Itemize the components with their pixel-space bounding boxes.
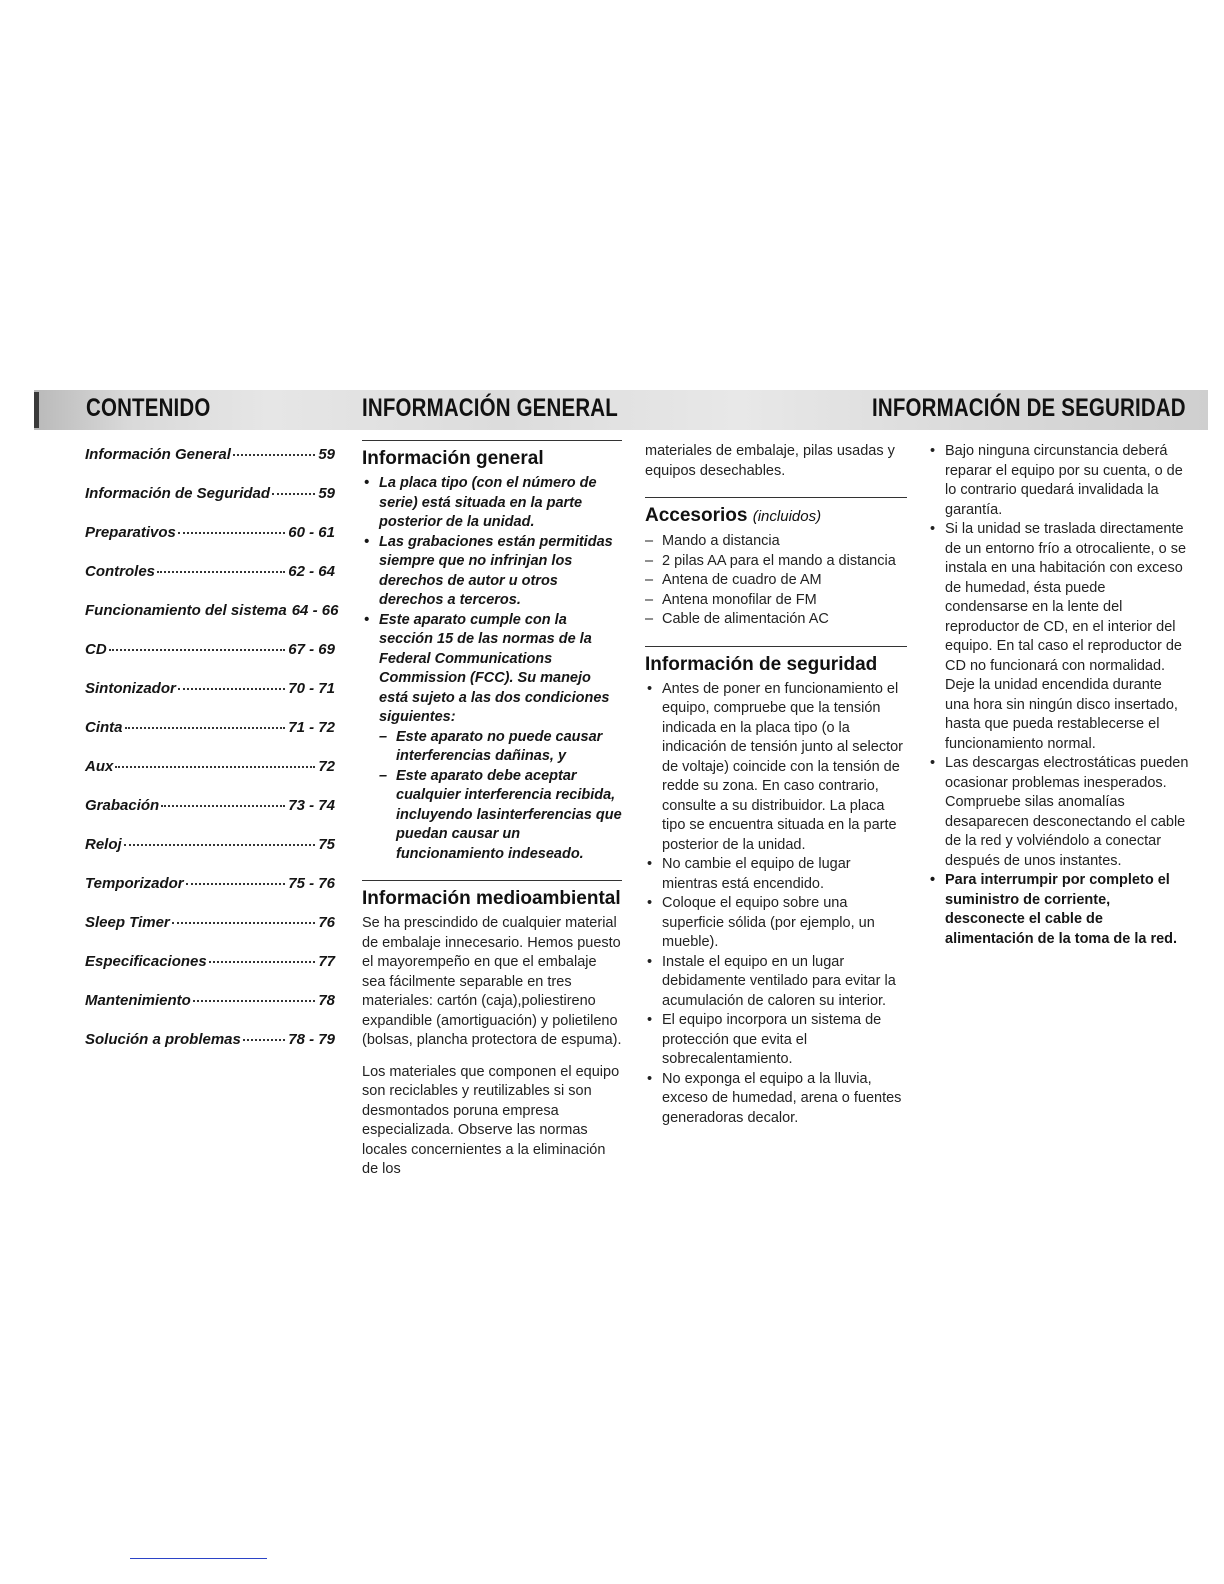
toc-page: 78 — [318, 992, 335, 1009]
toc-leader — [161, 805, 285, 807]
toc-row[interactable] — [85, 641, 335, 680]
section-rule — [362, 440, 622, 441]
seguridad-bullet: • Antes de poner en funcionamiento el equipo, compruebe que la tensión indicada en la placa tipo (o la indicación de tensión junto al selector de voltaje) coincide con la tensión de redde su zona. En caso contrario, consulte a su distribuidor. La placa tipo se encuentra situada en la parte posterior de la unidad. — [645, 680, 907, 856]
toc-leader — [243, 1039, 285, 1041]
toc-page: 75 - 76 — [288, 875, 335, 892]
medio-paragraph: Se ha prescindido de cualquier material de embalaje innecesario. Hemos puesto el mayorempeño en que el embalaje sea fácilmente separable en tres materiales: cartón (caja),poliestireno expandible (amortiguación) y polietileno (bolsas, plancha protectora de espuma). — [362, 915, 622, 1048]
section-title-medioambiental: Información medioambiental — [362, 888, 621, 909]
toc-page: 60 - 61 — [288, 524, 335, 541]
toc-page: 75 — [318, 836, 335, 853]
seguridad-list — [645, 680, 907, 1129]
seguridad-bullet: • Bajo ninguna circunstancia deberá reparar el equipo por su cuenta, o de lo contrario quedará invalidada la garantía. — [928, 442, 1190, 520]
toc-label: Funcionamiento del sistema — [85, 602, 287, 619]
toc-row[interactable] — [85, 719, 335, 758]
toc-row[interactable] — [85, 875, 335, 914]
header-informacion-general: INFORMACIÓN GENERAL — [362, 394, 618, 422]
general-bullet: • La placa tipo (con el número de serie) está situada en la parte posterior de la unidad. — [362, 474, 622, 533]
toc-label: Temporizador — [85, 875, 184, 892]
toc-page: 59 — [318, 446, 335, 463]
seguridad-warning: • Para interrumpir por completo el suministro de corriente, desconecte el cable de alimentación de la toma de la red. — [928, 871, 1190, 949]
toc-leader — [209, 961, 316, 963]
medio-paragraph: Los materiales que componen el equipo son reciclables y reutilizables si son desmontados poruna empresa especializada. Observe las normas locales concernientes a la eliminación de los — [362, 1063, 620, 1177]
toc-label: Reloj — [85, 836, 122, 853]
general-subitem: – Este aparato no puede causar interferencias dañinas, y — [379, 728, 622, 767]
accesorio-item: – Cable de alimentación AC — [645, 610, 907, 630]
accesorio-item: – Antena monofilar de FM — [645, 591, 907, 611]
toc-label: CD — [85, 641, 107, 658]
toc-leader — [272, 493, 315, 495]
column-seguridad-continued — [928, 442, 1190, 959]
toc-label: Mantenimiento — [85, 992, 191, 1009]
table-of-contents — [85, 446, 339, 1070]
accesorios-list — [645, 532, 907, 630]
footer-rule — [130, 1558, 267, 1559]
accesorios-title: Accesorios — [645, 505, 748, 526]
toc-label: Información de Seguridad — [85, 485, 271, 502]
section-title-general: Información general — [362, 448, 544, 469]
toc-page: 71 - 72 — [288, 719, 335, 736]
column-general — [362, 440, 622, 1192]
toc-row[interactable] — [85, 914, 335, 953]
toc-label: Controles — [85, 563, 156, 580]
section-rule — [362, 880, 622, 881]
toc-row[interactable] — [85, 680, 335, 719]
toc-leader — [193, 1000, 315, 1002]
general-bullet-text: Este aparato cumple con la sección 15 de las normas de la Federal Communications Commission (FCC). Su manejo está sujeto a las dos condiciones siguientes: — [379, 611, 610, 725]
accesorio-item: – Antena de cuadro de AM — [645, 571, 907, 591]
section-title-accesorios — [645, 504, 907, 528]
toc-label: Información General — [85, 446, 231, 463]
general-subitem: – Este aparato debe aceptar cualquier interferencia recibida, incluyendo lasinterferencias que puedan causar un funcionamiento indeseado. — [379, 767, 622, 865]
toc-label: Especificaciones — [85, 953, 207, 970]
toc-page: 76 — [318, 914, 335, 931]
toc-row[interactable] — [85, 485, 335, 524]
toc-page: 73 - 74 — [288, 797, 335, 814]
header-contenido: CONTENIDO — [86, 394, 211, 422]
toc-label: Aux — [85, 758, 114, 775]
accesorio-item: – 2 pilas AA para el mando a distancia — [645, 552, 907, 572]
toc-label: Sintonizador — [85, 680, 176, 697]
toc-leader — [178, 532, 285, 534]
seguridad-list-continued — [928, 442, 1190, 949]
header-band-edge — [34, 392, 39, 428]
seguridad-bullet: • Si la unidad se traslada directamente de un entorno frío a otrocaliente, o se instala en una habitación con exceso de humedad, ésta puede condensarse en la lente del reproductor de CD, en el interior del equipo. En tal caso el reproductor de CD no funcionará con normalidad. Deje la unidad encendida durante una hora sin ningún disco insertado, hasta que pueda restablecerse el funcionamiento normal. — [928, 520, 1190, 754]
seguridad-bullet: • No cambie el equipo de lugar mientras está encendido. — [645, 855, 907, 894]
toc-row[interactable] — [85, 836, 335, 875]
toc-leader — [124, 844, 316, 846]
header-informacion-seguridad: INFORMACIÓN DE SEGURIDAD — [872, 394, 1186, 422]
accesorio-item: – Mando a distancia — [645, 532, 907, 552]
toc-label: Preparativos — [85, 524, 176, 541]
accesorios-subtitle: (incluidos) — [752, 508, 822, 525]
general-bullet — [362, 611, 622, 865]
section-title-seguridad: Información de seguridad — [645, 653, 878, 675]
seguridad-bullet: • El equipo incorpora un sistema de protección que evita el sobrecalentamiento. — [645, 1011, 907, 1070]
toc-leader — [109, 649, 286, 651]
toc-page: 64 - 66 — [291, 602, 339, 619]
general-bullet-list — [362, 474, 622, 864]
seguridad-bullet: • Instale el equipo en un lugar debidamente ventilado para evitar la acumulación de caloren su interior. — [645, 953, 907, 1012]
medio-paragraph-continued: materiales de embalaje, pilas usadas y equipos desechables. — [645, 443, 895, 479]
toc-page: 59 — [318, 485, 335, 502]
toc-label: Sleep Timer — [85, 914, 170, 931]
toc-row[interactable] — [85, 797, 335, 836]
column-accesorios-seguridad — [645, 442, 907, 1138]
toc-page: 77 — [318, 953, 335, 970]
general-bullet: • Las grabaciones están permitidas siempre que no infrinjan los derechos de autor u otros derechos a terceros. — [362, 533, 622, 611]
toc-leader — [157, 571, 285, 573]
toc-row[interactable] — [85, 1031, 335, 1070]
section-rule — [645, 646, 907, 647]
toc-leader — [115, 766, 315, 768]
toc-row[interactable] — [85, 758, 335, 797]
toc-leader — [178, 688, 285, 690]
toc-page: 70 - 71 — [288, 680, 335, 697]
seguridad-bullet: • Coloque el equipo sobre una superficie sólida (por ejemplo, un mueble). — [645, 894, 907, 953]
toc-row[interactable] — [85, 524, 335, 563]
toc-row[interactable] — [85, 953, 335, 992]
toc-row[interactable] — [85, 992, 335, 1031]
toc-row[interactable] — [85, 602, 339, 641]
toc-leader — [172, 922, 316, 924]
seguridad-bullet: • Las descargas electrostáticas pueden ocasionar problemas inesperados. Compruebe silas anomalías desaparecen desconectando el cable de la red y volviéndolo a conectar después de unos instantes. — [928, 754, 1190, 871]
toc-leader — [125, 727, 286, 729]
toc-leader — [233, 454, 315, 456]
seguridad-bullet: • No exponga el equipo a la lluvia, exceso de humedad, arena o fuentes generadoras decalor. — [645, 1070, 907, 1129]
toc-leader — [186, 883, 286, 885]
toc-page: 72 — [318, 758, 335, 775]
toc-page: 67 - 69 — [288, 641, 335, 658]
toc-row[interactable] — [85, 446, 335, 485]
toc-row[interactable] — [85, 563, 335, 602]
general-sublist — [379, 728, 622, 865]
toc-page: 78 - 79 — [288, 1031, 335, 1048]
toc-page: 62 - 64 — [288, 563, 335, 580]
toc-label: Cinta — [85, 719, 123, 736]
toc-label: Grabación — [85, 797, 160, 814]
toc-label: Solución a problemas — [85, 1031, 241, 1048]
section-rule — [645, 497, 907, 498]
